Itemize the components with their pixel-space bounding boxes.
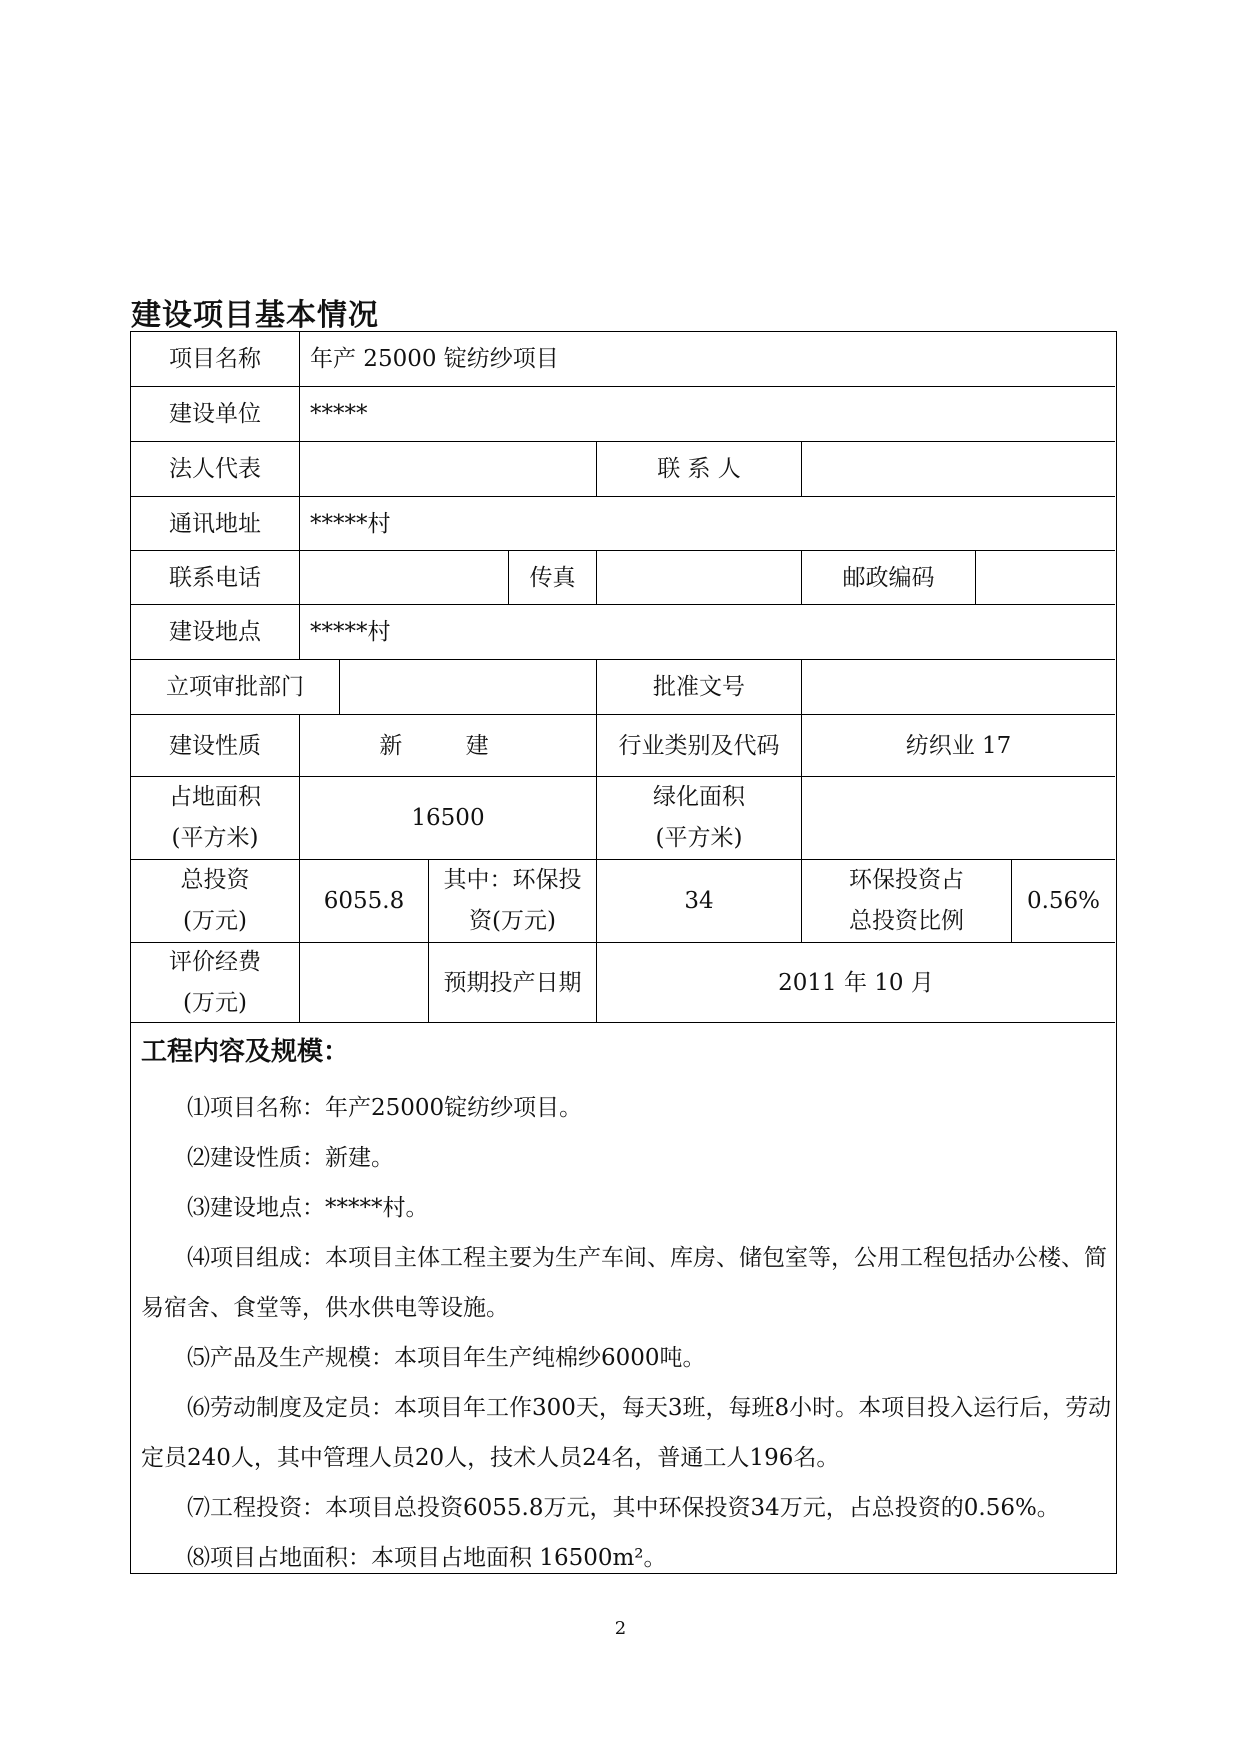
address-label: 通讯地址 — [131, 497, 300, 551]
project-name-label: 项目名称 — [131, 332, 300, 387]
invest-label-line2: (万元) — [183, 908, 247, 934]
ratio-label-cell — [802, 860, 1012, 943]
eval-fee-label-line1: 评价经费 — [169, 948, 261, 975]
contact-label: 联 系 人 — [597, 442, 802, 497]
env-invest-value: 34 — [597, 860, 802, 943]
industry-value: 纺织业 17 — [802, 715, 1115, 777]
ratio-value: 0.56% — [1012, 860, 1115, 943]
ratio-label-line2: 总投资比例 — [849, 908, 964, 934]
area-label-line2: (平方米) — [171, 825, 259, 851]
content-item-2: ⑵建设性质：新建。 — [187, 1145, 394, 1171]
invest-label-cell — [131, 860, 300, 943]
green-label-line1: 绿化面积 — [653, 784, 745, 810]
content-title: 工程内容及规模： — [141, 1037, 350, 1067]
invest-value: 6055.8 — [300, 860, 429, 943]
content-item-6: ⑹劳动制度及定员：本项目年工作300天，每天3班，每班8小时。本项目投入运行后，劳动定员240人，其中管理人员20人，技术人员24名，普通工人196名。 — [141, 1395, 1112, 1471]
green-value — [802, 777, 1115, 860]
production-date-label: 预期投产日期 — [429, 943, 597, 1023]
fax-value — [597, 551, 802, 605]
site-value: *****村 — [300, 605, 1115, 660]
phone-label: 联系电话 — [131, 551, 300, 605]
builder-value: ***** — [300, 387, 1115, 442]
nature-value: 新 建 — [379, 732, 517, 759]
nature-label: 建设性质 — [131, 715, 300, 777]
env-invest-label-line2: 资(万元) — [469, 908, 556, 934]
project-info-table — [130, 331, 1117, 1574]
env-invest-label-cell — [429, 860, 597, 943]
area-label-cell — [131, 777, 300, 860]
content-item-5: ⑸产品及生产规模：本项目年生产纯棉纱6000吨。 — [187, 1345, 706, 1371]
invest-label-line1: 总投资 — [180, 867, 250, 893]
legal-rep-label: 法人代表 — [131, 442, 300, 497]
address-value: *****村 — [300, 497, 1115, 551]
area-label-line1: 占地面积 — [169, 784, 261, 810]
approval-dept-label: 立项审批部门 — [131, 660, 340, 715]
green-label-line2: (平方米) — [655, 825, 743, 851]
builder-label: 建设单位 — [131, 387, 300, 442]
approval-dept-value — [340, 660, 597, 715]
content-item-4: ⑷项目组成：本项目主体工程主要为生产车间、库房、储包室等，公用工程包括办公楼、简易宿舍、食堂等，供水供电等设施。 — [141, 1245, 1107, 1321]
area-value: 16500 — [300, 777, 597, 860]
eval-fee-value — [300, 943, 429, 1023]
section-heading: 建设项目基本情况 — [131, 298, 379, 333]
content-item-1: ⑴项目名称：年产25000锭纺纱项目。 — [187, 1095, 583, 1121]
eval-fee-label-line2: (万元) — [183, 989, 247, 1016]
eval-fee-label-cell — [131, 943, 300, 1023]
content-item-8: ⑻项目占地面积：本项目占地面积 16500m²。 — [187, 1545, 667, 1571]
phone-value — [300, 551, 509, 605]
postcode-value — [976, 551, 1115, 605]
industry-label: 行业类别及代码 — [597, 715, 802, 777]
ratio-label-line1: 环保投资占 — [849, 867, 964, 893]
env-invest-label-line1: 其中：环保投 — [443, 867, 582, 893]
content-item-7: ⑺工程投资：本项目总投资6055.8万元，其中环保投资34万元，占总投资的0.56%。 — [187, 1495, 1060, 1521]
legal-rep-value — [300, 442, 597, 497]
nature-value-cell — [300, 715, 597, 777]
contact-value — [802, 442, 1115, 497]
fax-label: 传真 — [509, 551, 597, 605]
postcode-label: 邮政编码 — [802, 551, 976, 605]
green-label-cell — [597, 777, 802, 860]
approval-no-value — [802, 660, 1115, 715]
approval-no-label: 批准文号 — [597, 660, 802, 715]
page-number: 2 — [614, 1618, 627, 1639]
site-label: 建设地点 — [131, 605, 300, 660]
project-name-value: 年产 25000 锭纺纱项目 — [300, 332, 1115, 387]
production-date-value: 2011 年 10 月 — [597, 943, 1115, 1023]
content-item-3: ⑶建设地点：*****村。 — [187, 1195, 429, 1221]
